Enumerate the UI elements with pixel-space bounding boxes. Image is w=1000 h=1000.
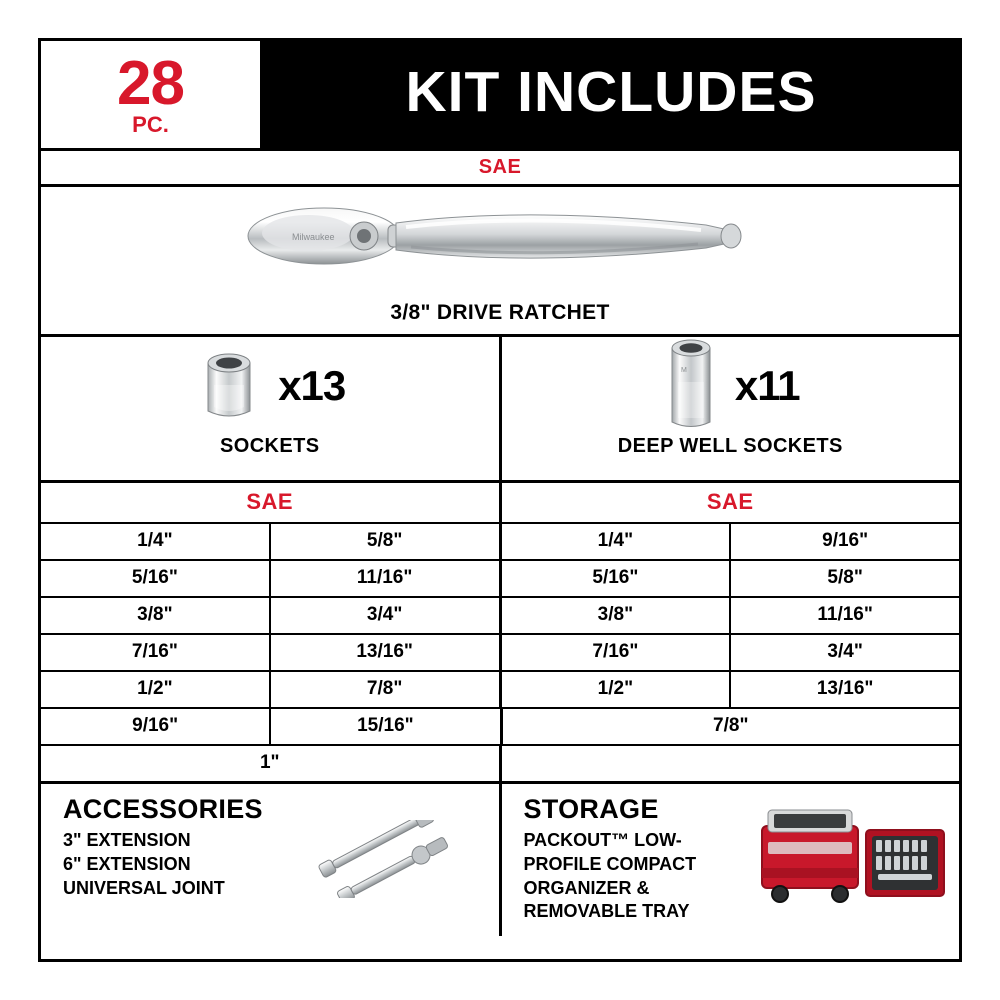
table-row	[41, 635, 959, 672]
table-row	[41, 672, 959, 709]
ratchet-row	[41, 187, 959, 337]
size-cell: 11/16"	[271, 561, 502, 596]
size-cell: 9/16"	[41, 709, 271, 744]
accessories-title: ACCESSORIES	[63, 794, 263, 824]
size-cell: 3/4"	[271, 598, 502, 633]
socket-illustration	[194, 345, 264, 427]
size-cell: 13/16"	[816, 678, 874, 699]
kit-includes-sheet	[38, 38, 962, 962]
piece-count-box	[41, 41, 263, 148]
ratchet-caption: 3/8" DRIVE RATCHET	[390, 301, 610, 324]
list-item: 3" EXTENSION	[63, 830, 191, 850]
ratchet-illustration	[246, 203, 766, 273]
svg-text:M: M	[680, 367, 687, 374]
list-item: PROFILE COMPACT	[523, 853, 697, 874]
size-cell: 1/4"	[502, 524, 732, 559]
standard-bar	[41, 151, 959, 187]
table-row	[41, 561, 959, 598]
size-cell: 7/16"	[502, 635, 732, 670]
size-cell: 11/16"	[817, 604, 873, 625]
sizes-table	[41, 483, 959, 784]
deep-well-sockets-cell	[502, 337, 960, 480]
size-cell-empty	[502, 746, 960, 781]
packout-organizer-illustration	[754, 808, 949, 913]
size-cell: 7/8"	[271, 672, 502, 707]
storage-title: STORAGE	[523, 794, 659, 824]
size-cell: 3/8"	[502, 598, 732, 633]
storage-cell	[502, 784, 960, 936]
list-item: REMOVABLE TRAY	[523, 901, 690, 922]
sockets-multiplier: x13	[278, 362, 346, 409]
size-cell: 15/16"	[271, 709, 502, 744]
size-cell-span: 1"	[41, 746, 502, 781]
sizes-heading-right: SAE	[706, 489, 754, 514]
kit-includes-title: KIT INCLUDES	[405, 60, 817, 124]
size-cell: 3/4"	[827, 641, 863, 662]
list-item: 6" EXTENSION	[63, 853, 191, 874]
list-item: PACKOUT™ LOW-	[523, 830, 682, 850]
size-cell: 1/2"	[41, 672, 271, 707]
size-cell: 1/2"	[502, 672, 732, 707]
table-row	[41, 709, 959, 746]
sockets-row	[41, 337, 959, 483]
table-row	[41, 598, 959, 635]
deep-well-sockets-caption: DEEP WELL SOCKETS	[617, 435, 843, 457]
size-cell: 1/4"	[41, 524, 271, 559]
size-cell: 3/8"	[41, 598, 271, 633]
size-cell-span: 7/8"	[713, 715, 749, 736]
piece-count-label: PC.	[132, 112, 169, 138]
accessories-cell	[41, 784, 502, 936]
header	[41, 41, 959, 151]
list-item: UNIVERSAL JOINT	[63, 877, 225, 898]
size-cell: 5/16"	[502, 561, 732, 596]
sizes-heading-left: SAE	[41, 483, 502, 522]
size-cell: 13/16"	[271, 635, 502, 670]
table-row	[41, 746, 959, 781]
bottom-row	[41, 784, 959, 936]
size-cell: 7/16"	[41, 635, 271, 670]
table-row	[41, 524, 959, 561]
list-item: ORGANIZER &	[523, 877, 650, 898]
extensions-universal-joint-illustration	[293, 820, 483, 898]
sockets-caption: SOCKETS	[220, 435, 320, 457]
deep-well-socket-illustration	[661, 336, 721, 436]
size-cell: 9/16"	[822, 530, 869, 551]
svg-text:Milwaukee: Milwaukee	[292, 232, 335, 242]
sockets-cell	[41, 337, 502, 480]
accessories-list	[63, 829, 293, 900]
storage-description	[524, 829, 754, 924]
size-cell: 5/8"	[827, 567, 863, 588]
size-cell: 5/16"	[41, 561, 271, 596]
size-cell: 5/8"	[271, 524, 502, 559]
kit-includes-banner	[263, 41, 959, 148]
piece-count: 28	[117, 48, 184, 118]
deep-well-sockets-multiplier: x11	[734, 362, 800, 409]
sizes-heading-row	[41, 483, 959, 524]
standard-label: SAE	[478, 156, 522, 178]
